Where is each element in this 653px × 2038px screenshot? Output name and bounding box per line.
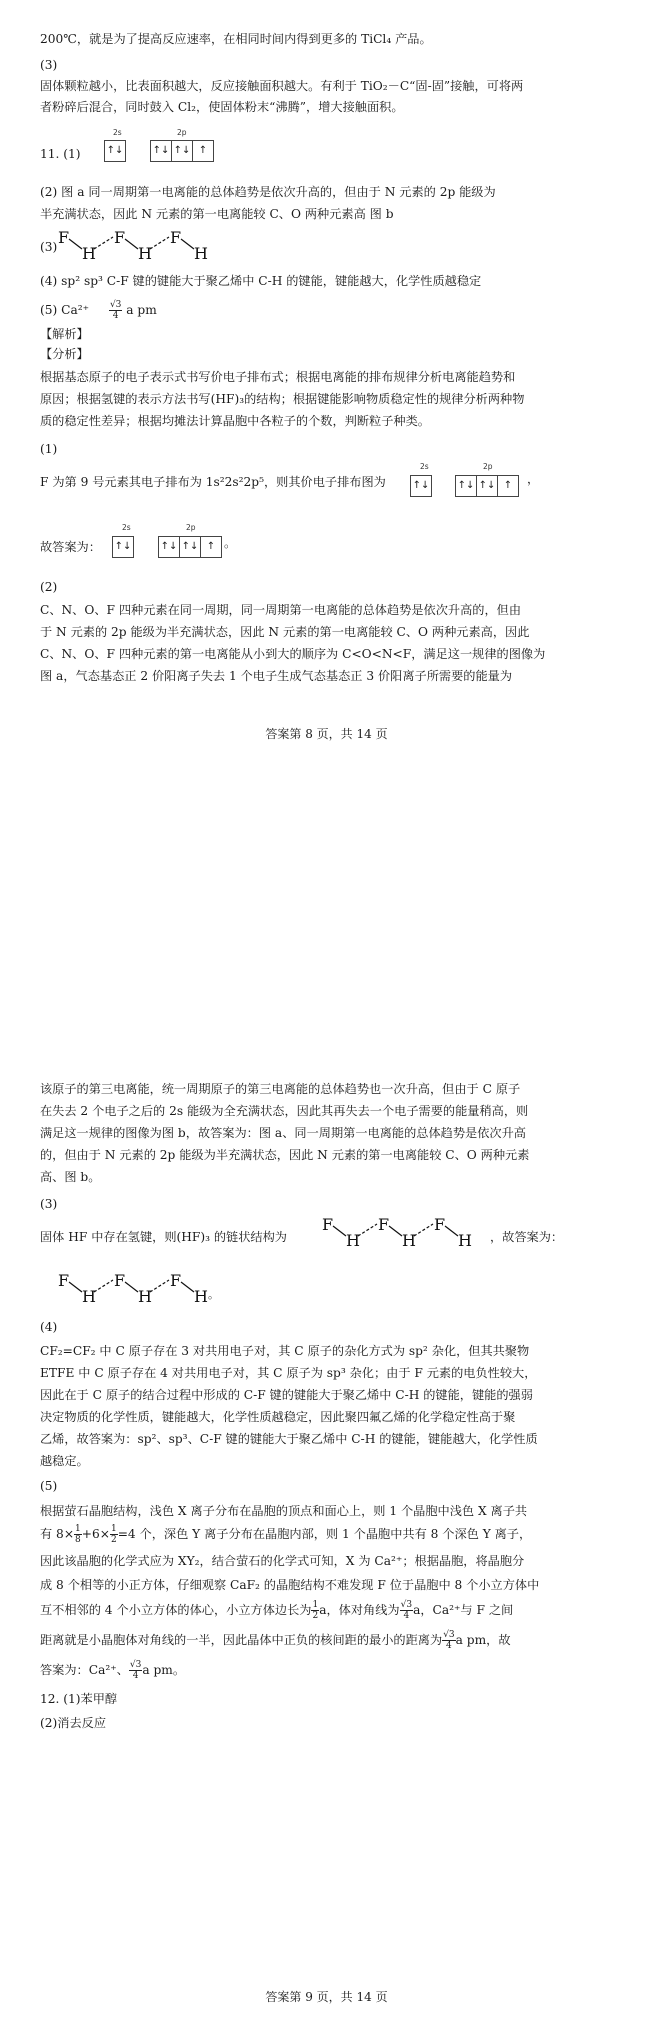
text-line: 成 8 个相等的小正方体，仔细观察 CaF₂ 的晶胞结构不难发现 F 位于晶胞中 8 个小立方体中 [40, 1578, 540, 1592]
text-line: 的，但由于 N 元素的 2p 能级为半充满状态，因此 N 元素的第一电离能较 C、O 两种元素 [40, 1148, 530, 1162]
covalent-bond [69, 239, 82, 249]
text-line: ETFE 中 C 原子存在 4 对共用电子对，其 C 原子为 sp³ 杂化；由于 F 元素的电负性较大， [40, 1366, 537, 1380]
hf-chain-structure-answer [58, 1268, 228, 1308]
text-line [40, 1660, 185, 1681]
punctuation: ， [527, 472, 540, 486]
question-12-label: 12. (1)苯甲醇 [40, 1692, 118, 1706]
orbital-label-2s: 2s [122, 523, 131, 532]
question-11-label: 11. (1) [40, 147, 81, 161]
denominator: 4 [132, 1671, 139, 1681]
covalent-bond [69, 1282, 82, 1292]
denominator: 4 [112, 311, 119, 321]
text-line: 根据基态原子的电子表示式书写价电子排布式；根据电离能的排布规律分析电离能趋势和 [40, 370, 516, 384]
fraction [442, 1630, 455, 1651]
text-run: a pm，故 [455, 1633, 511, 1647]
text-line: 因此在于 C 原子的结合过程中形成的 C-F 键的键能大于聚乙烯中 C-H 的键能，键能的强弱 [40, 1388, 533, 1402]
orbital-label-2p: 2p [186, 523, 196, 532]
fraction [110, 1524, 118, 1545]
text-line: 在失去 2 个电子之后的 2s 能级为全充满状态，因此其再失去一个电子需要的能量稍高，则 [40, 1104, 529, 1118]
text-run: 答案为：Ca²⁺、 [40, 1663, 129, 1677]
section-marker: (5) [40, 1479, 58, 1493]
text-run: 有 8× [40, 1527, 75, 1541]
text-line: 图 a，气态基态正 2 价阳离子失去 1 个电子生成气态基态正 3 价阳离子所需要的能量为 [40, 669, 513, 683]
text-line [40, 1524, 531, 1545]
answer-3-label: (3) [40, 240, 58, 254]
answer-label: 故答案为： [40, 540, 101, 554]
orbital-label-2p: 2p [483, 462, 493, 471]
covalent-bond [181, 1282, 194, 1292]
numerator: 1 [75, 1524, 81, 1534]
atom-f: F [170, 1271, 182, 1290]
atom-f: F [58, 228, 70, 247]
text-line: 因此该晶胞的化学式应为 XY₂，结合萤石的化学式可知，X 为 Ca²⁺；根据晶胞，将晶胞分 [40, 1554, 525, 1568]
numerator: 1 [312, 1600, 319, 1610]
orbital-box-2s [112, 536, 134, 558]
orbital-box-2p [455, 475, 519, 497]
answer-5-label: (5) Ca²⁺ [40, 303, 90, 317]
atom-f: F [114, 228, 126, 247]
text-line: 决定物质的化学性质，键能越大，化学性质越稳定，因此聚四氟乙烯的化学稳定性高于聚 [40, 1410, 516, 1424]
text-line: 半充满状态，因此 N 元素的第一电离能较 C、O 两种元素高 图 b [40, 207, 394, 221]
hydrogen-bond [150, 237, 169, 249]
heading-jiexi: 【解析】 [40, 327, 89, 341]
atom-h: H [402, 1231, 416, 1250]
text-run: 互不相邻的 4 个小立方体的体心，小立方体边长为 [40, 1603, 312, 1617]
text-line: 原因；根据氢键的表示方法书写(HF)₃的结构；根据键能影响物质稳定性的规律分析两种物 [40, 392, 525, 406]
atom-h: H [194, 1287, 208, 1306]
covalent-bond [389, 1226, 402, 1236]
orbital-box-2s [104, 140, 126, 162]
atom-h: H [194, 244, 208, 263]
denominator: 2 [312, 1611, 319, 1621]
numerator: √3 [129, 1660, 142, 1670]
text-run: +6× [81, 1527, 110, 1541]
text-run: a pm。 [142, 1663, 186, 1677]
hf-chain-structure [322, 1212, 482, 1252]
numerator: √3 [400, 1600, 413, 1610]
atom-f: F [434, 1215, 446, 1234]
fraction [109, 300, 122, 321]
fraction [74, 1524, 82, 1545]
orbital-box-2p [150, 140, 214, 162]
text-line: 固体颗粒越小，比表面积越大，反应接触面积越大。有利于 TiO₂－C“固-固”接触，可将两 [40, 79, 524, 93]
orbital-cell: ↑↓ [159, 537, 180, 557]
text-line: 越稳定。 [40, 1454, 89, 1468]
orbital-cell: ↑↓ [172, 141, 193, 161]
section-marker: (3) [40, 1197, 58, 1211]
text-line: C、N、O、F 四种元素在同一周期，同一周期第一电离能的总体趋势是依次升高的，但由 [40, 603, 522, 617]
text-line [40, 1600, 513, 1621]
hydrogen-bond [94, 237, 113, 249]
text-line: 于 N 元素的 2p 能级为半充满状态，因此 N 元素的第一电离能较 C、O 两种元素高，因此 [40, 625, 530, 639]
text-line: 高、图 b。 [40, 1170, 101, 1184]
text-line: (2) 图 a 同一周期第一电离能的总体趋势是依次升高的，但由于 N 元素的 2p 能级为 [40, 185, 496, 199]
atom-h: H [82, 1287, 96, 1306]
unit: a pm [126, 303, 157, 317]
text-line: 固体 HF 中存在氢键，则(HF)₃ 的链状结构为 [40, 1230, 287, 1244]
atom-f: F [58, 1271, 70, 1290]
hydrogen-bond [414, 1224, 433, 1236]
text-line: 根据萤石晶胞结构，浅色 X 离子分布在晶胞的顶点和面心上，则 1 个晶胞中浅色 X 离子共 [40, 1504, 528, 1518]
denominator: 8 [75, 1535, 81, 1545]
orbital-label-2s: 2s [113, 128, 122, 137]
orbital-cell: ↑↓ [180, 537, 201, 557]
page-footer: 答案第 9 页，共 14 页 [265, 1990, 388, 2004]
atom-h: H [346, 1231, 360, 1250]
orbital-cell: ↑↓ [114, 541, 132, 552]
orbital-cell: ↑↓ [412, 480, 430, 491]
denominator: 4 [446, 1641, 452, 1651]
hydrogen-bond [358, 1224, 377, 1236]
fraction [129, 1660, 142, 1681]
section-marker: (1) [40, 442, 58, 456]
period-mark: 。 [208, 1288, 219, 1301]
denominator: 2 [110, 1535, 117, 1545]
orbital-box-2p [158, 536, 222, 558]
numerator: 1 [110, 1524, 117, 1534]
orbital-label-2s: 2s [420, 462, 429, 471]
section-marker: (4) [40, 1320, 58, 1334]
text-run: a，Ca²⁺与 F 之间 [413, 1603, 514, 1617]
text-line: 200℃，就是为了提高反应速率，在相同时间内得到更多的 TiCl₄ 产品。 [40, 32, 432, 46]
text-line: 质的稳定性差异；根据均摊法计算晶胞中各粒子的个数，判断粒子种类。 [40, 414, 430, 428]
text-line: 乙烯，故答案为：sp²、sp³、C-F 键的键能大于聚乙烯中 C-H 的键能，键能越大，化学性质 [40, 1432, 538, 1446]
atom-f: F [114, 1271, 126, 1290]
text-line: F 为第 9 号元素其电子排布为 1s²2s²2p⁵，则其价电子排布图为 [40, 475, 386, 489]
atom-h: H [82, 244, 96, 263]
section-marker: (2) [40, 580, 58, 594]
orbital-cell: ↑ [206, 541, 216, 552]
atom-h: H [458, 1231, 472, 1250]
fraction [400, 1600, 413, 1621]
covalent-bond [445, 1226, 458, 1236]
section-marker: (3) [40, 58, 58, 72]
page-footer: 答案第 8 页，共 14 页 [265, 727, 388, 741]
orbital-cell: ↑↓ [456, 476, 477, 496]
orbital-box-2s [410, 475, 432, 497]
text-line: (2)消去反应 [40, 1716, 107, 1730]
covalent-bond [125, 1282, 138, 1292]
orbital-label-2p: 2p [177, 128, 187, 137]
covalent-bond [125, 239, 138, 249]
atom-h: H [138, 1287, 152, 1306]
orbital-cell: ↑↓ [477, 476, 498, 496]
text-run: 距离就是小晶胞体对角线的一半，因此晶体中正负的核间距的最小的距离为 [40, 1633, 443, 1647]
atom-f: F [378, 1215, 390, 1234]
text-line: CF₂=CF₂ 中 C 原子存在 3 对共用电子对，其 C 原子的杂化方式为 sp² 杂化，但其共聚物 [40, 1344, 530, 1358]
orbital-cell: ↑↓ [106, 145, 124, 156]
text-line: 满足这一规律的图像为图 b，故答案为：图 a、同一周期第一电离能的总体趋势是依次升高 [40, 1126, 526, 1140]
hydrogen-bond [150, 1280, 169, 1292]
atom-f: F [170, 228, 182, 247]
atom-f: F [322, 1215, 334, 1234]
text-line: 该原子的第三电离能，统一周期原子的第三电离能的总体趋势也一次升高，但由于 C 原子 [40, 1082, 521, 1096]
numerator: √3 [443, 1630, 455, 1640]
numerator: √3 [109, 300, 122, 310]
hf-chain-structure [58, 225, 218, 265]
covalent-bond [333, 1226, 346, 1236]
orbital-cell: ↑ [503, 480, 513, 491]
text-run: a，体对角线为 [319, 1603, 400, 1617]
text-line: (4) sp² sp³ C-F 键的键能大于聚乙烯中 C-H 的键能，键能越大，化学性质越稳定 [40, 274, 482, 288]
hydrogen-bond [94, 1280, 113, 1292]
covalent-bond [181, 239, 194, 249]
text-run: =4 个，深色 Y 离子分布在晶胞内部，则 1 个晶胞中共有 8 个深色 Y 离子， [117, 1527, 532, 1541]
text-line: 者粉碎后混合，同时鼓入 Cl₂，使固体粉末“沸腾”，增大接触面积。 [40, 100, 404, 114]
text-line: C、N、O、F 四种元素的第一电离能从小到大的顺序为 C<O<N<F，满足这一规律的图像为 [40, 647, 546, 661]
heading-fenxi: 【分析】 [40, 347, 89, 361]
denominator: 4 [403, 1611, 410, 1621]
answer-5 [40, 300, 157, 321]
text-line: ，故答案为： [490, 1230, 564, 1244]
orbital-cell: ↑ [198, 145, 208, 156]
atom-h: H [138, 244, 152, 263]
text-line [40, 1630, 511, 1651]
punctuation: 。 [224, 536, 237, 550]
orbital-cell: ↑↓ [151, 141, 172, 161]
